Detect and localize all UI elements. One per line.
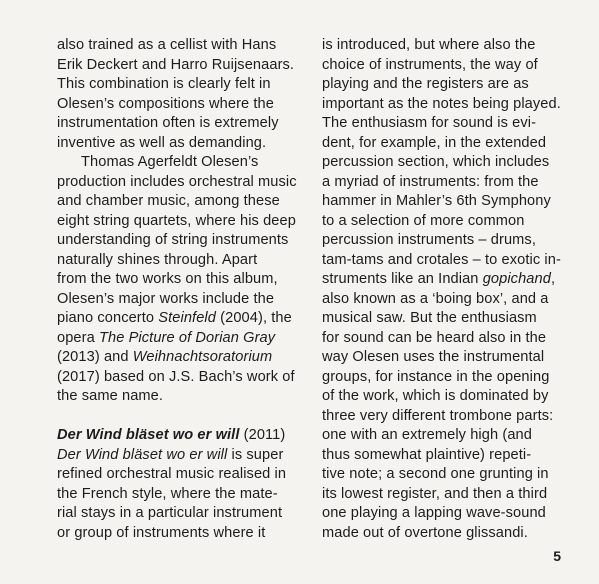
text-line: Erik Deckert and Harro Ruijsenaars.: [57, 56, 295, 73]
section-heading-line: [57, 426, 289, 446]
text-line: way Olesen uses the instrumental: [322, 349, 545, 365]
text-line: [57, 309, 292, 329]
text-line: from the two works on this album,: [57, 271, 278, 287]
text-line: dent, for example, in the extended: [322, 134, 547, 151]
section-heading: Der Wind bläset wo er will: [57, 427, 240, 443]
text-line: [322, 270, 568, 290]
text-line: hammer in Mahler’s 6th Symphony: [322, 193, 551, 209]
text-line: understanding of string instruments: [57, 232, 289, 248]
text-line: also trained as a cellist with Hans: [57, 37, 277, 53]
text-line: Olesen’s major works include the: [57, 290, 275, 307]
paragraph-gap: [57, 407, 289, 427]
work-title-weihnachtsoratorium: Weihnachtsoratorium: [132, 349, 273, 365]
text-line: refined orchestral music realised in: [57, 466, 287, 482]
text-line: naturally shines through. Apart: [57, 251, 258, 268]
text-segment: (2013) and: [57, 349, 133, 365]
text-line: [57, 446, 289, 466]
text-line: This combination is clearly felt in: [57, 76, 271, 92]
left-column: [57, 36, 297, 543]
text-line: choice of instruments, the way of: [322, 56, 538, 73]
text-line: percussion instruments – drums,: [322, 232, 536, 248]
text-line: tam-tams and crotales – to exotic in-: [322, 251, 561, 268]
section-heading-year: (2011): [239, 427, 286, 443]
text-line: musical saw. But the enthusiasm: [322, 310, 537, 326]
text-line: instrumentation often is extremely: [57, 115, 279, 131]
text-line: also known as a ‘boing box’, and a: [322, 290, 549, 307]
text-line: production includes orchestral music: [57, 173, 297, 190]
text-line: tive note; a second one grunting in: [322, 466, 549, 482]
text-line: Olesen’s compositions where the: [57, 95, 274, 112]
text-line: a myriad of instruments: from the: [322, 173, 539, 190]
paragraph-production: [57, 153, 297, 407]
work-title-steinfeld: Steinfeld: [158, 310, 216, 326]
text-line: Thomas Agerfeldt Olesen’s: [81, 154, 259, 170]
text-line: [57, 348, 289, 368]
text-line: its lowest register, and then a third: [322, 485, 548, 502]
text-line: one playing a lapping wave-sound: [322, 505, 546, 521]
text-line: eight string quartets, where his deep: [57, 212, 296, 229]
text-line: The enthusiasm for sound is evi-: [322, 115, 537, 131]
text-line: three very different trombone parts:: [322, 407, 554, 424]
text-segment: opera: [57, 329, 99, 346]
work-title-der-wind: Der Wind bläset wo er will: [57, 446, 228, 463]
text-line: or group of instruments where it: [57, 524, 266, 541]
text-line: playing and the registers are as: [322, 76, 529, 92]
text-line: for sound can be heard also in the: [322, 329, 547, 346]
text-line: and chamber music, among these: [57, 193, 280, 209]
text-line: [57, 329, 289, 349]
text-segment: is super: [227, 446, 284, 463]
text-segment: struments like an Indian: [322, 271, 483, 287]
text-segment: ,: [550, 271, 556, 287]
text-line: the French style, where the mate-: [57, 485, 278, 502]
text-line: rial stays in a particular instrument: [57, 505, 283, 521]
work-title-dorian-gray: The Picture of Dorian Gray: [98, 329, 276, 346]
text-line: the same name.: [57, 388, 164, 404]
text-line: one with an extremely high (and: [322, 427, 532, 443]
text-segment: piano concerto: [57, 310, 159, 326]
paragraph-der-wind: [57, 426, 289, 543]
text-line: inventive as well as demanding.: [57, 134, 267, 151]
text-line: is introduced, but where also the: [322, 37, 536, 53]
text-line: groups, for instance in the opening: [322, 368, 550, 385]
text-line: to a selection of more common: [322, 212, 525, 229]
text-line: thus somewhat plaintive) repeti-: [322, 446, 532, 463]
text-line: of the work, which is dominated by: [322, 388, 549, 404]
page-number: 5: [553, 548, 561, 564]
text-segment: (2004), the: [216, 310, 292, 326]
text-line: (2017) based on J.S. Bach’s work of: [57, 368, 295, 385]
text-line: percussion section, which includes: [322, 154, 550, 170]
text-line: made out of overtone glissandi.: [322, 524, 528, 541]
instrument-name-gopichand: gopichand: [482, 271, 551, 287]
text-line: important as the notes being played.: [322, 95, 561, 112]
paragraph-training: [57, 36, 295, 153]
right-column: [322, 36, 568, 543]
